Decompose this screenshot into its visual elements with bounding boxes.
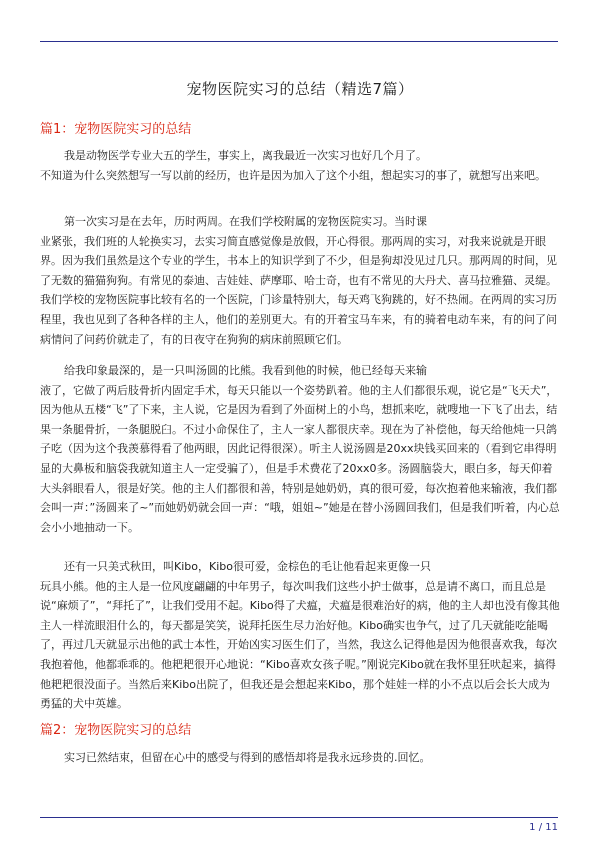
page-indicator: 1 / 11 bbox=[529, 822, 558, 833]
paragraph-lead: 实习已然结束，但留在心中的感受与得到的感悟却将是我永远珍贵的.回忆。 bbox=[64, 751, 431, 764]
paragraph-lead: 我是动物医学专业大五的学生，事实上，离我最近一次实习也好几个月了。 bbox=[64, 149, 427, 162]
top-rule bbox=[40, 41, 558, 42]
paragraph bbox=[40, 748, 560, 768]
paragraph-text: 液了，它做了两后肢骨折内固定手术，每天只能以一个姿势趴着。他的主人们都很乐观，说它是“飞天犬”，因为他从五楼“飞”了下来，主人说，它是因为看到了外面树上的小鸟，想抓来吃，就嗖地一下飞了出去，结果一条腿骨折，一条腿脱臼。不过小命保住了，主人一家人都很庆幸。现在为了补偿他，每天给他炖一只鸽子吃（因为这个我羡慕得看了他两眼，因此记得很深）。听主人说汤圆是20xx块钱买回来的（看到它串得明显的大鼻板和脑袋我就知道主人一定受骗了），但是手术费花了20xx0多。汤圆脑袋大，眼白多，每天仰着大头斜眼看人，很是好笑。他的主人们都很和善，特别是她奶奶，真的很可爱，每次抱着他来输液，我们都会叫一声：”汤圆来了~”而她奶奶就会回一声：“哦，姐姐~”她是在替小汤圆回我们，但是我们听着，内心总会小小地抽动一下。 bbox=[40, 383, 560, 534]
bottom-rule bbox=[40, 817, 558, 818]
paragraph bbox=[40, 212, 560, 349]
paragraph bbox=[40, 557, 560, 714]
paragraph-lead: 给我印象最深的，是一只叫汤圆的比熊。我看到他的时候，他已经每天来输 bbox=[64, 364, 427, 377]
section-heading-1: 篇1：宠物医院实习的总结 bbox=[40, 122, 192, 137]
paragraph-text: 玩具小熊。他的主人是一位风度翩翩的中年男子，每次叫我们这些小护士做事，总是请不离口，而且总是说“麻烦了”，“拜托了”，让我们受用不起。Kibo得了犬瘟，犬瘟是很难治好的病，他的主人却也没有像其他主人一样流眼泪什么的，每天都是笑笑，说拜托医生尽力治好他。Kibo确实也争气，过了几天就能吃能喝了，再过几天就显示出他的武士本性，开始凶实习医生们了，当然，我这么记得他是因为他很喜欢我，每次我抱着他，他都乖乖的。他耙耙很开心地说：“Kibo喜欢女孩子呢。”刚说完Kibo就在我怀里狂吠起来，搞得他耙耙很没面子。当然后来Kibo出院了，但我还是会想起来Kibo，那个娃娃一样的小不点以后会长大成为勇猛的犬中英雄。 bbox=[40, 579, 560, 711]
document-title: 宠物医院实习的总结（精选7篇） bbox=[186, 80, 414, 98]
paragraph-text: 不知道为什么突然想写一写以前的经历，也许是因为加入了这个小组，想起实习的事了，就想写出来吧。 bbox=[40, 168, 546, 182]
section-heading-2: 篇2：宠物医院实习的总结 bbox=[40, 723, 192, 738]
paragraph-lead: 第一次实习是在去年，历时两周。在我们学校附属的宠物医院实习。当时课 bbox=[64, 215, 427, 228]
paragraph-lead: 还有一只美式秋田，叫Kibo，Kibo很可爱，金棕色的毛让他看起来更像一只 bbox=[64, 560, 431, 573]
paragraph bbox=[40, 146, 560, 185]
paragraph bbox=[40, 361, 560, 537]
paragraph-text: 业紧张，我们班的人轮换实习，去实习简直感觉像是放假，开心得很。那两周的实习，对我来说就是开眼界。因为我们虽然是这个专业的学生，书本上的知识学到了不少，但是狗却没见过几只。那两周的时间，见了无数的猫猫狗狗。有常见的泰迪、吉娃娃、萨摩耶、哈士奇，也有不常见的大丹犬、喜马拉雅猫、灵缇。我们学校的宠物医院事比较有名的一个医院，门诊量特别大，每天鸡飞狗跳的，好不热闹。在两周的实习历程里，我也见到了各种各样的主人，他们的差别更大。有的开着宝马车来，有的骑着电动车来，有的问了问病情问了问药价就走了，有的日夜守在狗狗的病床前照顾它们。 bbox=[40, 234, 557, 346]
